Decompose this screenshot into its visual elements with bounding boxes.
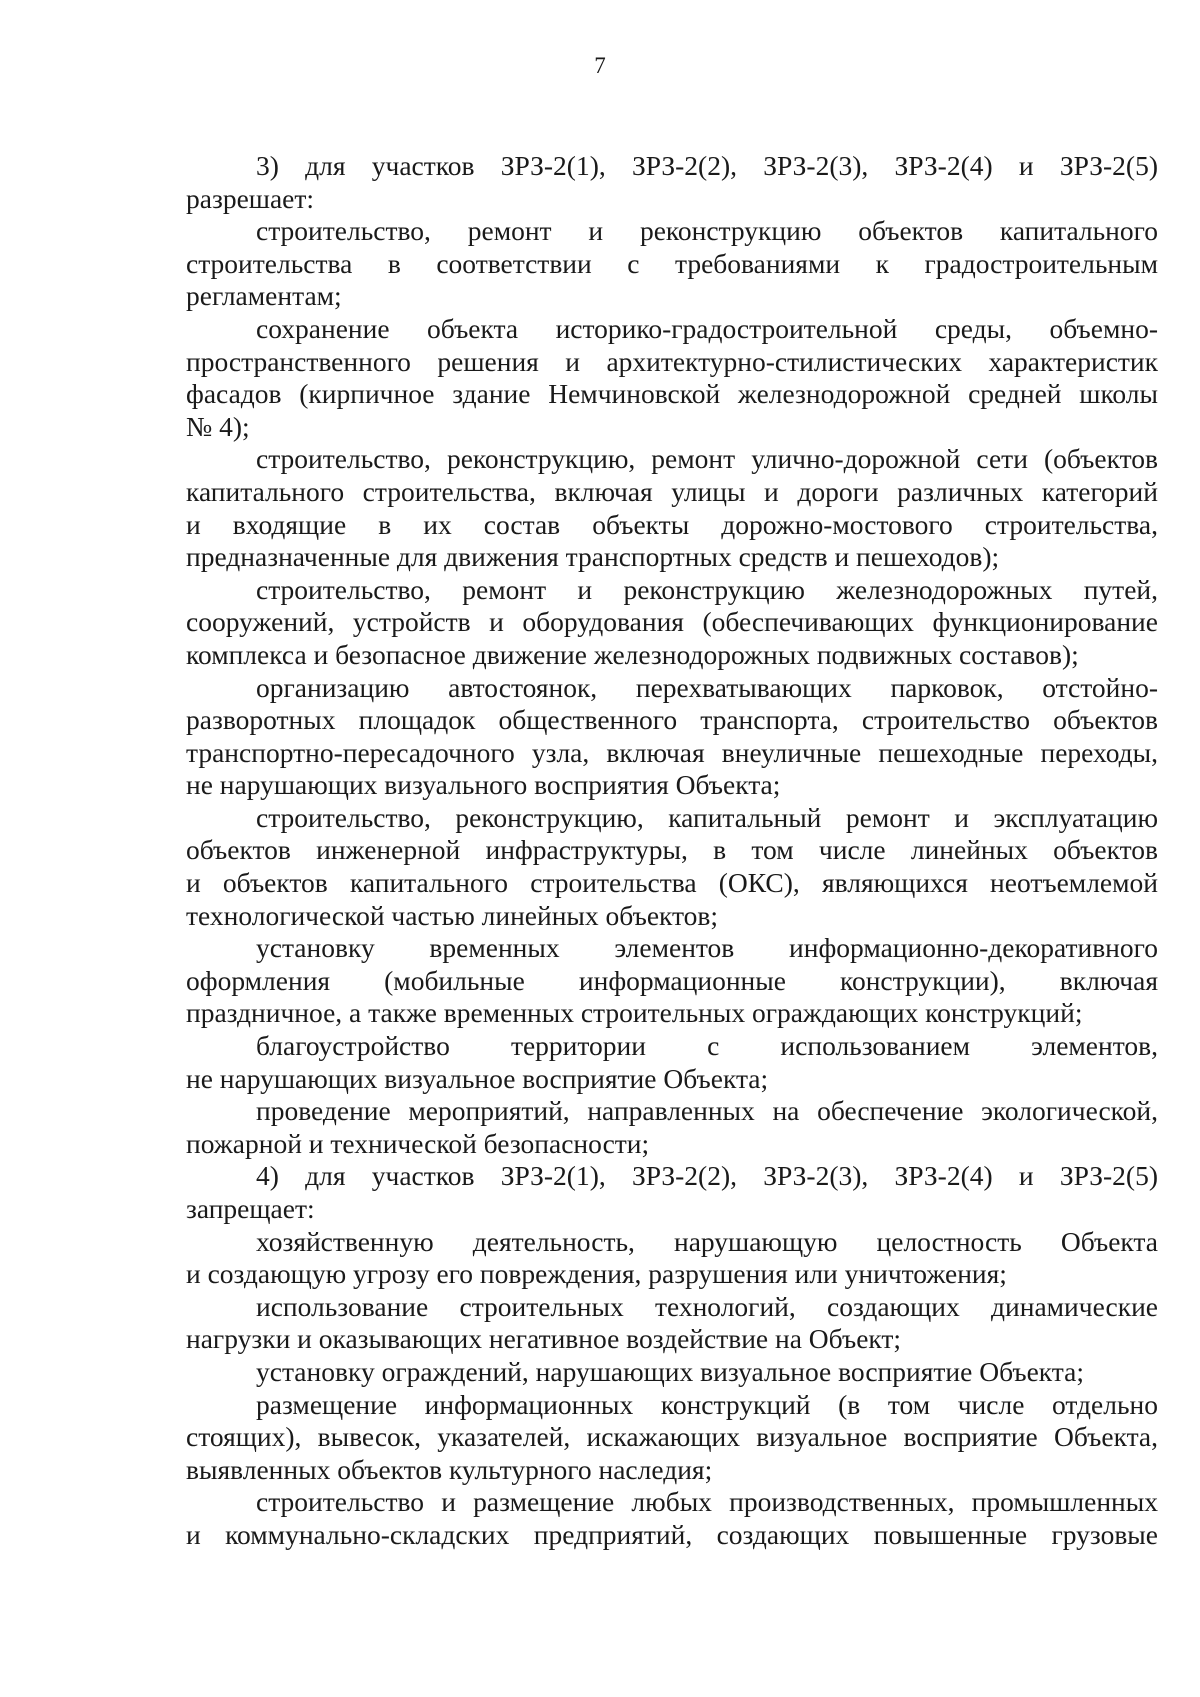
text-line: нагрузки и оказывающих негативное воздействие на Объект; [186, 1323, 902, 1355]
text-line: строительство, ремонт и реконструкцию железнодорожных путей, [256, 573, 1158, 605]
text-line: установку ограждений, нарушающих визуальное восприятие Объекта; [256, 1355, 1084, 1387]
text-line: праздничное, а также временных строительных ограждающих конструкций; [186, 997, 1083, 1029]
text-line: сооружений, устройств и оборудования (обеспечивающих функционирование [186, 606, 1158, 638]
paragraph [186, 1356, 1158, 1389]
text-line: строительство, ремонт и реконструкцию объектов капитального [256, 215, 1158, 247]
text-line: и коммунально-складских предприятий, создающих повышенные грузовые [186, 1518, 1158, 1550]
text-line: не нарушающих визуального восприятия Объекта; [186, 769, 781, 801]
text-line: хозяйственную деятельность, нарушающую целостность Объекта [256, 1225, 1158, 1257]
page-number: 7 [594, 53, 606, 78]
text-line: благоустройство территории с использованием элементов, [256, 1030, 1158, 1062]
text-line: разворотных площадок общественного транспорта, строительство объектов [186, 704, 1158, 736]
text-line: строительства в соответствии с требованиями к градостроительным [186, 247, 1158, 279]
paragraph [186, 1226, 1158, 1291]
paragraph [186, 443, 1158, 573]
text-line: и создающую угрозу его повреждения, разрушения или уничтожения; [186, 1258, 1007, 1290]
paragraph [186, 932, 1158, 1030]
text-line: объектов инженерной инфраструктуры, в том числе линейных объектов [186, 834, 1158, 866]
text-line: и объектов капитального строительства (ОКС), являющихся неотъемлемой [186, 867, 1158, 899]
text-line: 3) для участков ЗРЗ-2(1), ЗРЗ-2(2), ЗРЗ-2(3), ЗРЗ-2(4) и ЗРЗ-2(5) [256, 150, 1158, 181]
text-line: № 4); [186, 410, 250, 442]
text-line: выявленных объектов культурного наследия; [186, 1453, 713, 1485]
text-line: не нарушающих визуальное восприятие Объекта; [186, 1062, 769, 1094]
text-line: комплекса и безопасное движение железнодорожных подвижных составов); [186, 638, 1079, 670]
paragraph [186, 1030, 1158, 1095]
text-line: организацию автостоянок, перехватывающих парковок, отстойно- [256, 671, 1158, 703]
text-line: размещение информационных конструкций (в том числе отдельно [256, 1388, 1158, 1420]
text-line: регламентам; [186, 280, 342, 312]
paragraph [186, 574, 1158, 672]
text-line: пространственного решения и архитектурно-стилистических характеристик [186, 345, 1158, 377]
text-line: разрешает: [186, 182, 315, 214]
text-line: фасадов (кирпичное здание Немчиновской железнодорожной средней школы [186, 378, 1158, 410]
paragraph [186, 150, 1158, 215]
text-line: строительство и размещение любых производственных, промышленных [256, 1486, 1158, 1518]
paragraph [186, 1291, 1158, 1356]
document-body [186, 150, 1158, 1552]
paragraph [186, 672, 1158, 802]
text-line: стоящих), вывесок, указателей, искажающих визуальное восприятие Объекта, [186, 1421, 1158, 1453]
text-line: использование строительных технологий, создающих динамические [256, 1290, 1158, 1322]
text-line: предназначенные для движения транспортных средств и пешеходов); [186, 541, 1000, 573]
paragraph [186, 802, 1158, 932]
paragraph [186, 1160, 1158, 1225]
text-line: пожарной и технической безопасности; [186, 1127, 650, 1159]
text-line: сохранение объекта историко-градостроительной среды, объемно- [256, 312, 1158, 344]
paragraph [186, 1486, 1158, 1551]
text-line: установку временных элементов информационно-декоративного [256, 932, 1158, 964]
text-line: проведение мероприятий, направленных на обеспечение экологической, [256, 1095, 1158, 1127]
paragraph [186, 215, 1158, 313]
text-line: оформления (мобильные информационные конструкции), включая [186, 964, 1158, 996]
text-line: 4) для участков ЗРЗ-2(1), ЗРЗ-2(2), ЗРЗ-2(3), ЗРЗ-2(4) и ЗРЗ-2(5) [256, 1160, 1158, 1192]
paragraph [186, 313, 1158, 443]
text-line: запрещает: [186, 1193, 315, 1224]
text-line: транспортно-пересадочного узла, включая внеуличные пешеходные переходы, [186, 736, 1158, 768]
text-line: и входящие в их состав объекты дорожно-мостового строительства, [186, 508, 1158, 540]
text-line: капитального строительства, включая улицы и дороги различных категорий [186, 475, 1158, 507]
text-line: технологической частью линейных объектов; [186, 899, 719, 931]
text-line: строительство, реконструкцию, капитальный ремонт и эксплуатацию [256, 801, 1158, 833]
paragraph [186, 1389, 1158, 1487]
paragraph [186, 1095, 1158, 1160]
text-line: строительство, реконструкцию, ремонт улично-дорожной сети (объектов [256, 443, 1158, 475]
